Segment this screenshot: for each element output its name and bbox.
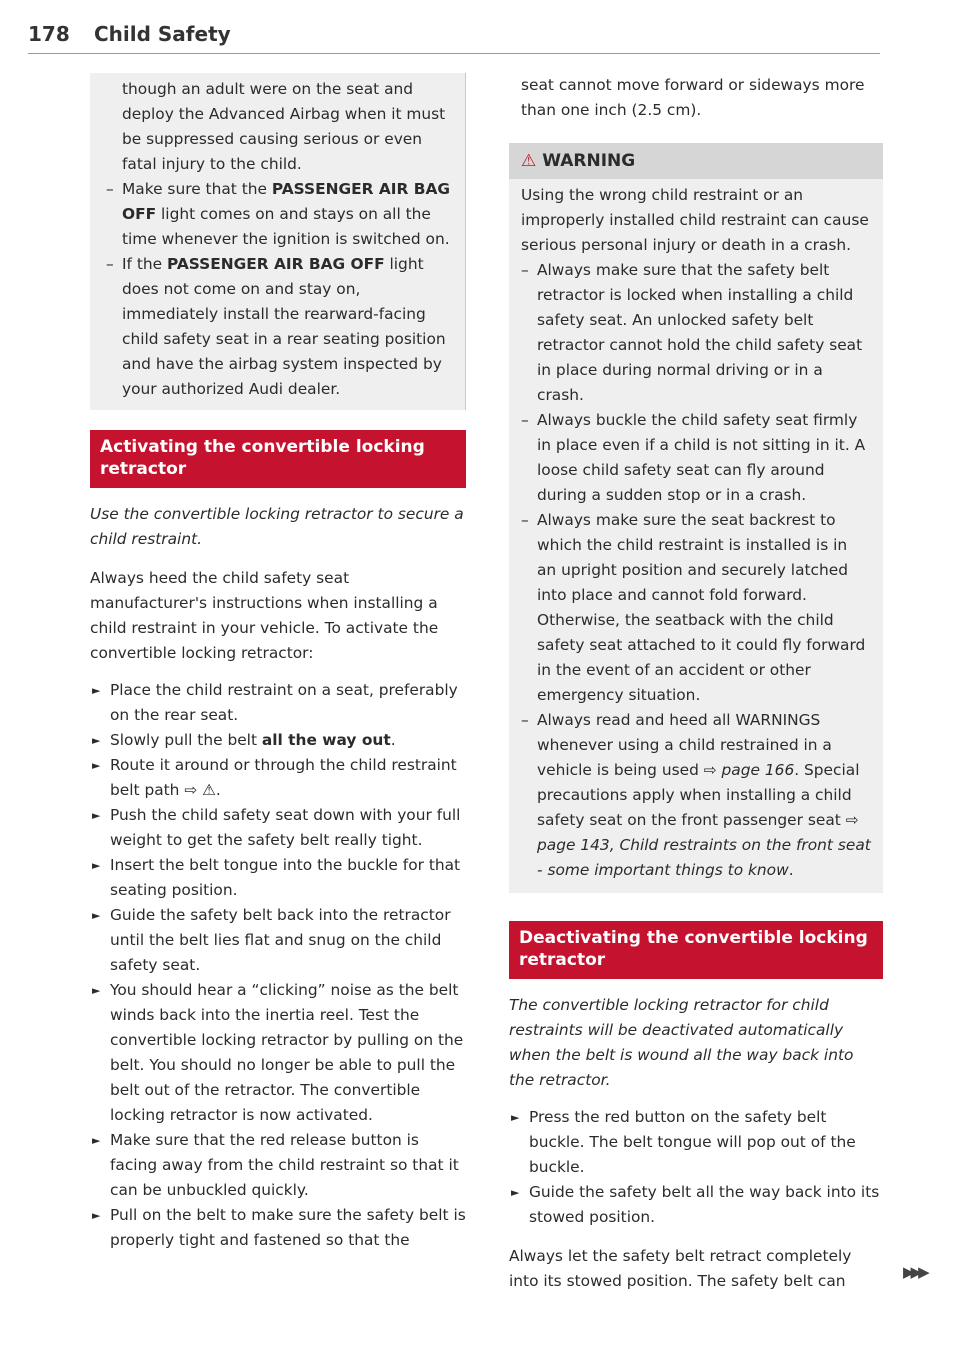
step-item: ► You should hear a “clicking” noise as the belt winds back into the inertia reel. Test the convertible locking retractor by pulling on the belt. You should no longer be able to pull the belt out of the retractor. The convertible locking retractor is now activated. [90, 978, 466, 1128]
step-item: ► Place the child restraint on a seat, preferably on the rear seat. [90, 678, 466, 728]
activating-paragraph: Always heed the child safety seat manufacturer's instructions when installing a child restraint in your vehicle. To activate the convertible locking retractor: [90, 569, 439, 662]
airbag-note-box [90, 73, 466, 410]
step-item: ► Press the red button on the safety belt buckle. The belt tongue will pop out of the buckle. [509, 1105, 883, 1180]
step-arrow-icon: ► [92, 1209, 101, 1222]
step-arrow-icon: ► [511, 1111, 520, 1124]
step-arrow-icon: ► [92, 734, 101, 747]
warning-header [509, 143, 883, 179]
step-arrow-icon: ► [92, 759, 101, 772]
step-item: ► Guide the safety belt back into the retractor until the belt lies flat and snug on the child safety seat. [90, 903, 466, 978]
activating-steps [90, 678, 466, 1253]
step-arrow-icon: ► [92, 809, 101, 822]
step-item: ► Push the child safety seat down with your full weight to get the safety belt really tight. [90, 803, 466, 853]
activating-intro: Use the convertible locking retractor to secure a child restraint. [90, 505, 464, 548]
warning-item: – Always make sure that the safety belt retractor is locked when installing a child safety seat. An unlocked safety belt retractor cannot hold the child safety seat in place during normal driving or in a crash. [521, 261, 863, 404]
continuation-text: seat cannot move forward or sideways more than one inch (2.5 cm). [521, 76, 865, 119]
step-arrow-icon: ► [92, 859, 101, 872]
step-item: ► Insert the belt tongue into the buckle for that seating position. [90, 853, 466, 903]
page-number: 178 [28, 22, 70, 46]
warning-box [509, 143, 883, 893]
deactivating-paragraph: Always let the safety belt retract completely into its stowed position. The safety belt can [509, 1247, 852, 1290]
deactivating-steps [509, 1105, 883, 1230]
box-lead-text: though an adult were on the seat and deploy the Advanced Airbag when it must be suppressed causing serious or even fatal injury to the child. [122, 80, 446, 173]
warning-body [509, 179, 883, 883]
continue-arrow-icon: ▶▶▶ [903, 1263, 926, 1281]
warning-item: – Always make sure the seat backrest to which the child restraint is installed is in an upright position and securely latched into place and cannot fold forward. Otherwise, the seatback with the child safety seat attached to it could fly forward in the event of an accident or other emergency situation. [521, 511, 866, 704]
warning-item: – Always read and heed all WARNINGS whenever using a child restrained in a vehicle is being used ⇨ page 166. Special precautions apply when installing a child safety seat on the front passenger seat ⇨ page 143, Child restraints on the front seat - some important things to know. [521, 711, 871, 879]
deactivating-intro: The convertible locking retractor for child restraints will be deactivated automatically when the belt is wound all the way back into the retractor. [509, 996, 854, 1089]
page-reference-link[interactable]: ⇨ page 143, Child restraints on the front seat - some important things to know [537, 811, 871, 879]
step-arrow-icon: ► [511, 1186, 520, 1199]
step-arrow-icon: ► [92, 684, 101, 697]
step-item: ► Pull on the belt to make sure the safety belt is properly tight and fastened so that the [90, 1203, 466, 1253]
header-divider [28, 53, 880, 54]
step-arrow-icon: ► [92, 909, 101, 922]
warning-title: WARNING [542, 151, 636, 171]
box-item-light-on: – Make sure that the PASSENGER AIR BAG OFF light comes on and stays on all the time whenever the ignition is switched on. [106, 180, 450, 248]
box-item-light-off: – If the PASSENGER AIR BAG OFF light does not come on and stay on, immediately install the rearward-facing child safety seat in a rear seating position and have the airbag system inspected by your authorized Audi dealer. [106, 255, 446, 398]
warning-lead: Using the wrong child restraint or an improperly installed child restraint can cause serious personal injury or death in a crash. [521, 186, 869, 254]
step-item: ► Make sure that the red release button is facing away from the child restraint so that it can be unbuckled quickly. [90, 1128, 466, 1203]
warning-triangle-icon: ⚠ [521, 151, 537, 171]
step-arrow-icon: ► [92, 1134, 101, 1147]
step-item: ► Slowly pull the belt all the way out. [90, 728, 466, 753]
heading-activating: Activating the convertible locking retractor [90, 430, 466, 488]
step-item: ► Guide the safety belt all the way back into its stowed position. [509, 1180, 883, 1230]
step-arrow-icon: ► [92, 984, 101, 997]
section-title: Child Safety [94, 22, 231, 46]
right-column [509, 73, 883, 1294]
left-column [90, 73, 466, 1253]
warning-item: – Always buckle the child safety seat firmly in place even if a child is not sitting in it. A loose child safety seat can fly around during a sudden stop or in a crash. [521, 411, 866, 504]
page-reference-link[interactable]: ⇨ page 166 [703, 761, 795, 779]
step-item: ► Route it around or through the child restraint belt path ⇨ ⚠. [90, 753, 466, 803]
heading-deactivating: Deactivating the convertible locking retractor [509, 921, 883, 979]
page-header [28, 22, 880, 56]
